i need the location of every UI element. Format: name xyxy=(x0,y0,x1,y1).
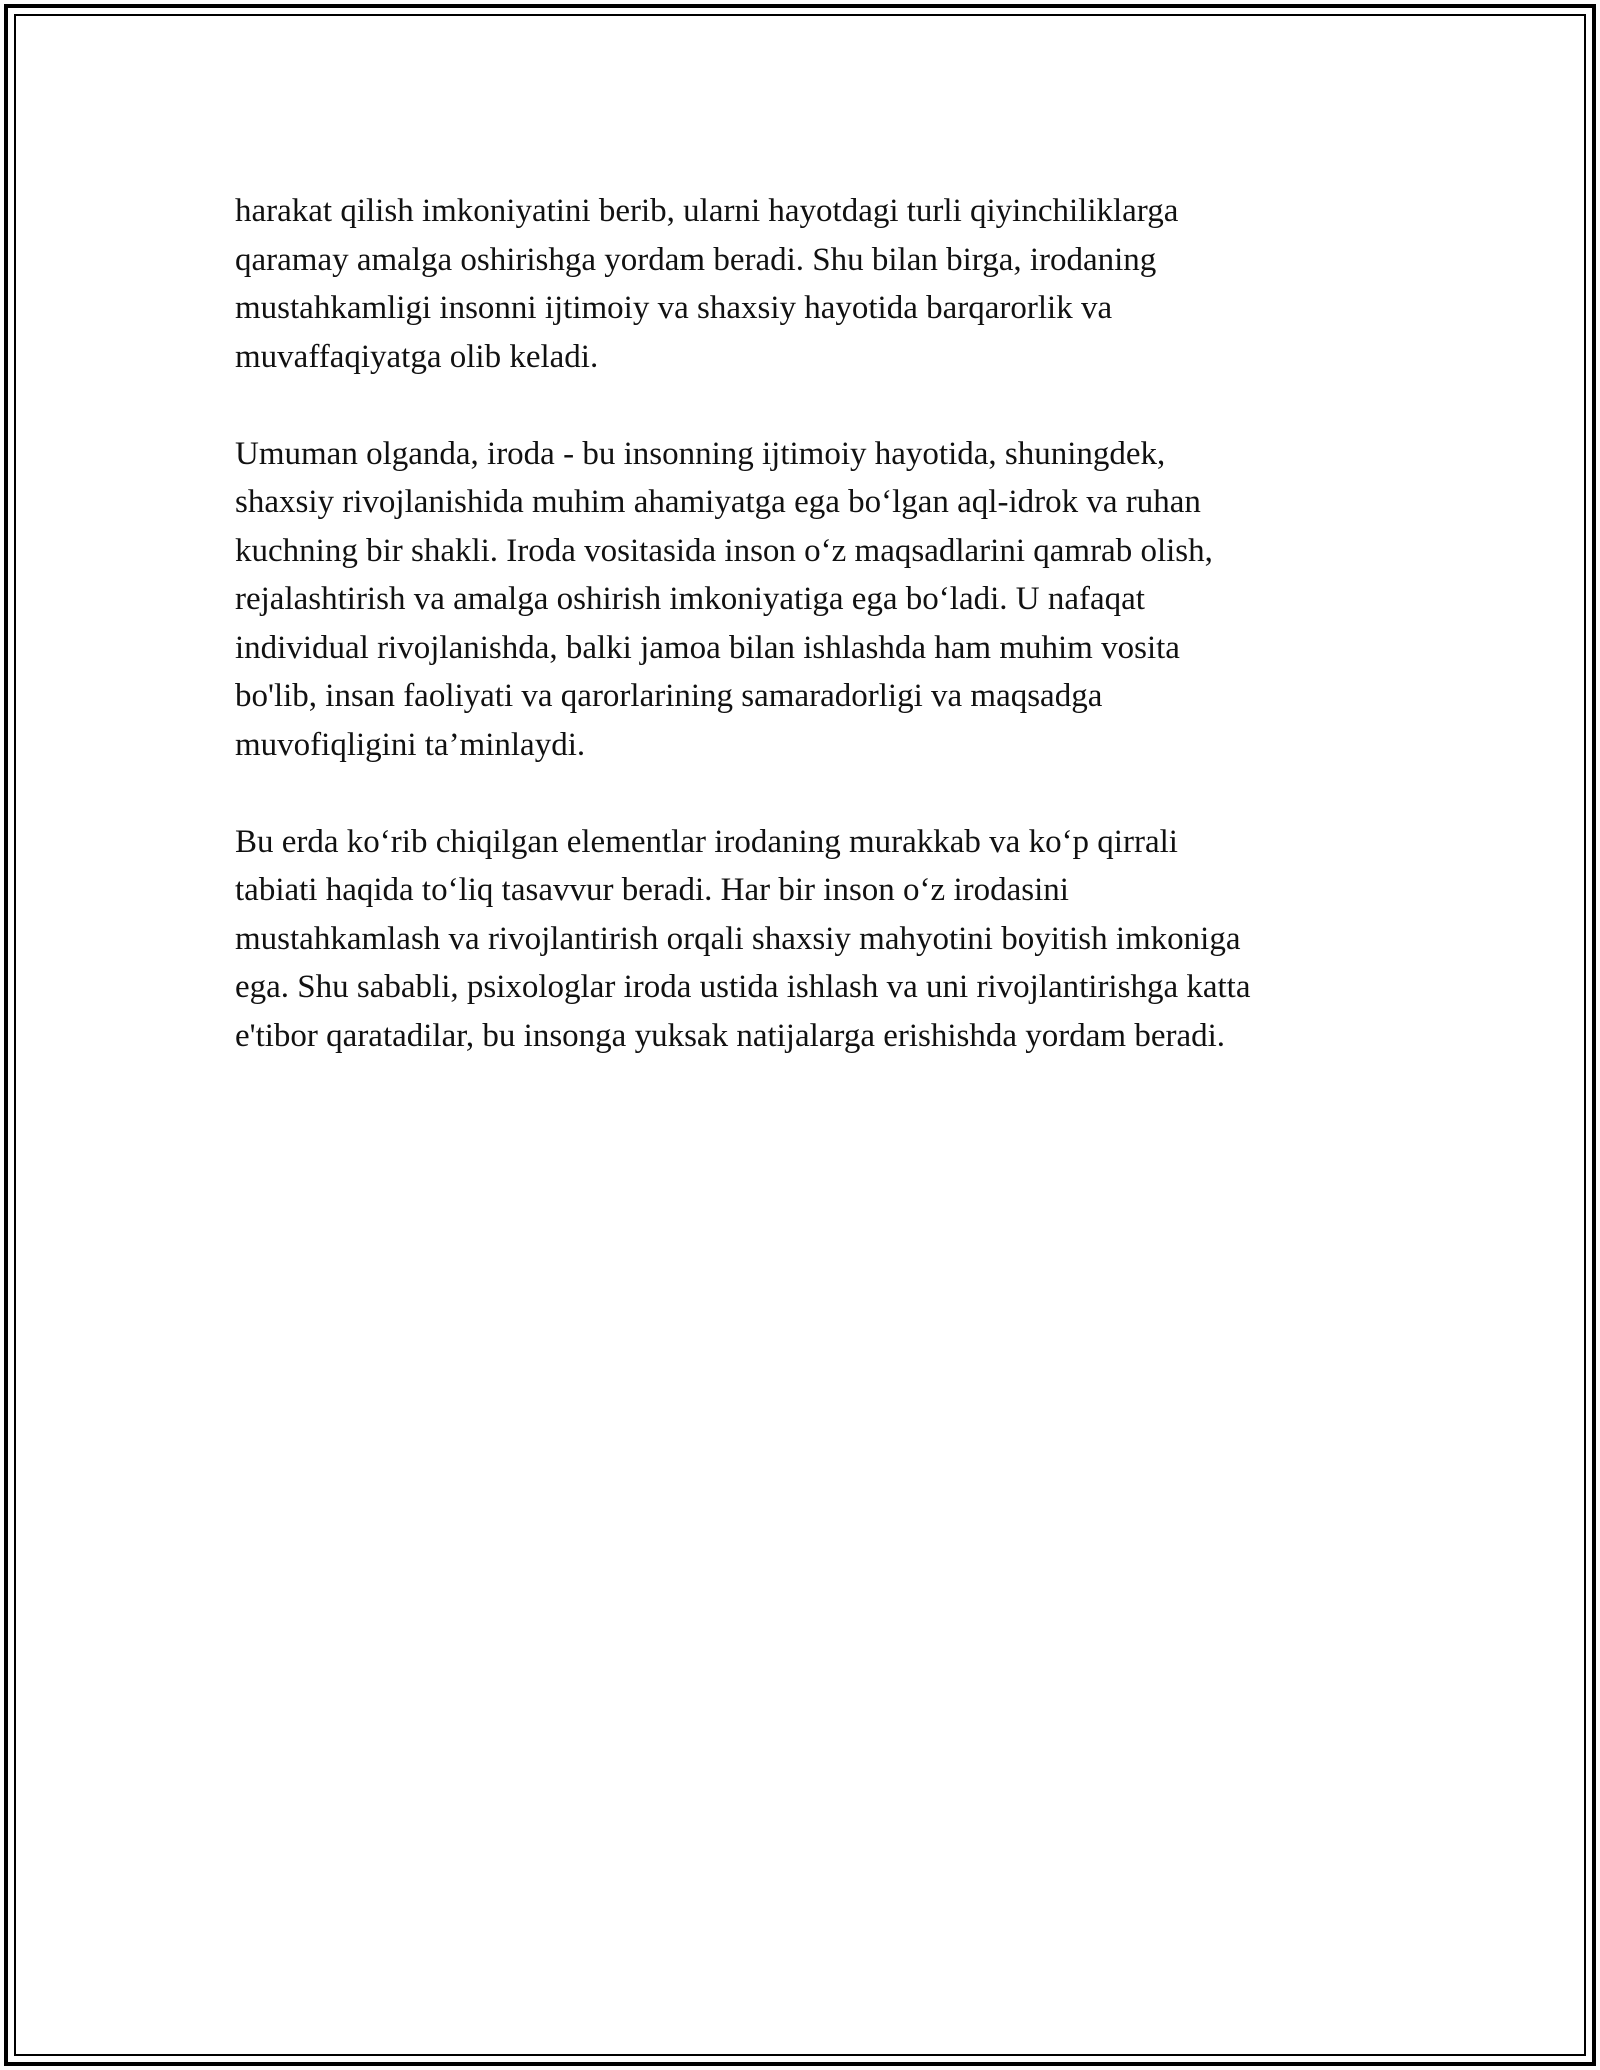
text-line: individual rivojlanishda, balki jamoa bilan ishlashda ham muhim vosita xyxy=(235,629,1180,666)
text-line: bo'lib, insan faoliyati va qarorlarining samaradorligi va maqsadga xyxy=(235,678,1103,714)
text-line: Umuman olganda, iroda - bu insonning ijtimoiy hayotida, shuningdek, xyxy=(235,435,1166,472)
text-line: kuchning bir shakli. Iroda vositasida inson o‘z maqsadlarini qamrab olish, xyxy=(235,532,1213,569)
text-line: Bu erda ko‘rib chiqilgan elementlar irodaning murakkab va ko‘p qirrali xyxy=(235,823,1178,860)
document-body xyxy=(235,187,1385,1109)
text-line: muvofiqligini ta’minlaydi. xyxy=(235,726,586,763)
text-line: mustahkamligi insonni ijtimoiy va shaxsiy hayotida barqarorlik va xyxy=(235,290,1113,326)
paragraph-3 xyxy=(235,818,1385,1061)
text-line: ega. Shu sababli, psixologlar iroda ustida ishlash va uni rivojlantirishga katta xyxy=(235,969,1251,1005)
text-line: shaxsiy rivojlanishida muhim ahamiyatga ega bo‘lgan aql-idrok va ruhan xyxy=(235,484,1201,520)
paragraph-1 xyxy=(235,187,1385,381)
text-line: rejalashtirish va amalga oshirish imkoniyatiga ega bo‘ladi. U nafaqat xyxy=(235,581,1145,617)
text-line: muvaffaqiyatga olib keladi. xyxy=(235,338,599,375)
text-line: harakat qilish imkoniyatini berib, ularni hayotdagi turli qiyinchiliklarga xyxy=(235,193,1179,229)
text-line: tabiati haqida to‘liq tasavvur beradi. Har bir inson o‘z irodasini xyxy=(235,872,1069,908)
paragraph-2 xyxy=(235,430,1385,770)
text-line: e'tibor qaratadilar, bu insonga yuksak natijalarga erishishda yordam beradi. xyxy=(235,1017,1226,1054)
text-line: mustahkamlash va rivojlantirish orqali shaxsiy mahyotini boyitish imkoniga xyxy=(235,920,1241,957)
text-line: qaramay amalga oshirishga yordam beradi. Shu bilan birga, irodaning xyxy=(235,241,1157,278)
